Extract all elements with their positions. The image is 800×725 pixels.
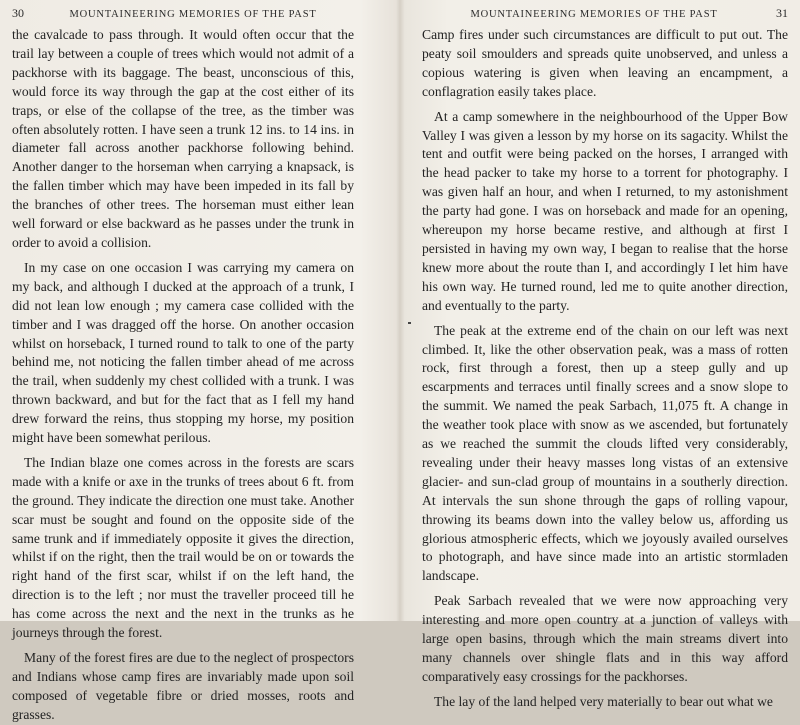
paragraph: The peak at the extreme end of the chain on our left was next climbed. It, like the other observation peak, was a mass of rotten rock, first through a forest, then up a steep gully and up escarpments and terraces until finally screes and a snow slope to the summit. We named the peak Sarbach, 11,075 ft. A change in the weather took place with snow as we ascended, but fortunately as we reached the summit the clouds lifted very considerably, revealing under their heavy masses long vistas of an extensive glacier- and sun-clad group of mountains in a southerly direction. At intervals the sun shone through the gaps of rolling vapour, throwing its beams down into the valley below us, affording us glorious atmospheric effects, which we joyously availed ourselves to photograph, and have since made into an artistic stormladen landscape. [422,322,788,584]
paragraph: Peak Sarbach revealed that we were now approaching very interesting and more open country at a junction of valleys with large open basins, through which the main streams divert into many channels over shingle flats and in this way afford comparatively easy crossings for the packhorses. [422,593,788,684]
paragraph: In my case on one occasion I was carrying my camera on my back, and although I ducked at the approach of a trunk, I did not lean low enough ; my camera case collided with the timber and I was dragged off the horse. On another occasion whilst on horseback, I turned round to talk to one of the party behind me, not noticing the fallen timber ahead of me across the trail, when suddenly my chest collided with a trunk. I was thrown backward, and but for the fact that as I fell my hand drew forward the reins, thus stopping my horse, my position might have been somewhat perilous. [12,259,354,446]
paragraph: The lay of the land helped very materially to bear out what we [434,693,773,709]
left-page-body [12,26,354,725]
gutter-mark [408,322,411,324]
left-page-number: 30 [12,6,24,20]
left-page-header [12,6,354,26]
left-running-head: MOUNTAINEERING MEMORIES OF THE PAST [69,9,317,20]
paragraph: The Indian blaze one comes across in the forests are scars made with a knife or axe in the trunks of trees about 6 ft. from the ground. They indicate the direction one must take. Another scar must be sought and found on the opposite side of the same trunk and if immediately opposite it gives the direction, whilst if on the right, then the trail would be on or towards the right hand of the first scar, whilst if on the left hand, the direction is to the left ; nor must the traveller proceed till he has come across the next and the next in the trunks as he journeys through the forest. [12,454,354,641]
left-page [0,0,400,722]
right-page-body [422,26,788,712]
paragraph: Camp fires under such circumstances are difficult to put out. The peaty soil smoulders and spreads quite unobserved, and unless a copious watering is given when leaving an encampment, a conflagration easily takes place. [422,27,788,99]
right-page [400,0,800,709]
right-page-header [422,6,788,26]
right-page-number: 31 [776,6,788,20]
right-running-head: MOUNTAINEERING MEMORIES OF THE PAST [470,9,718,20]
paragraph: Many of the forest fires are due to the neglect of prospectors and Indians whose camp fires are invariably made upon soil composed of vegetable fibre or dried mosses, roots and grasses. [12,650,354,722]
paragraph: At a camp somewhere in the neighbourhood of the Upper Bow Valley I was given a lesson by my horse on its sagacity. Whilst the tent and outfit were being packed on the horses, I arranged with the head packer to take my horse to a torrent for photography. I was given half an hour, and when I returned, to my astonishment the party had gone. I was on horseback and made for an opening, whereupon my horse became restive, and although at first I persisted in having my own way, I began to realise that the horse knew more about the route than I, and accordingly I let him have his own way. He turned round, led me to quite another direction, and eventually to the party. [422,108,788,313]
paragraph: the cavalcade to pass through. It would often occur that the trail lay between a couple of trees which would not admit of a packhorse with its baggage. The beast, unconscious of this, would force its way through the gap at the cost either of its traps, or else of the collapse of the tree, as the timber was often absolutely rotten. I have seen a trunk 12 ins. to 14 ins. in diameter fall across another packhorse following behind. Another danger to the horseman when carrying a knapsack, is the fallen timber which may have been impeded in its fall by the branches of other trees. The horseman must either lean well forward or else backward as he passes under the trunk in order to avoid a collision. [12,27,354,250]
